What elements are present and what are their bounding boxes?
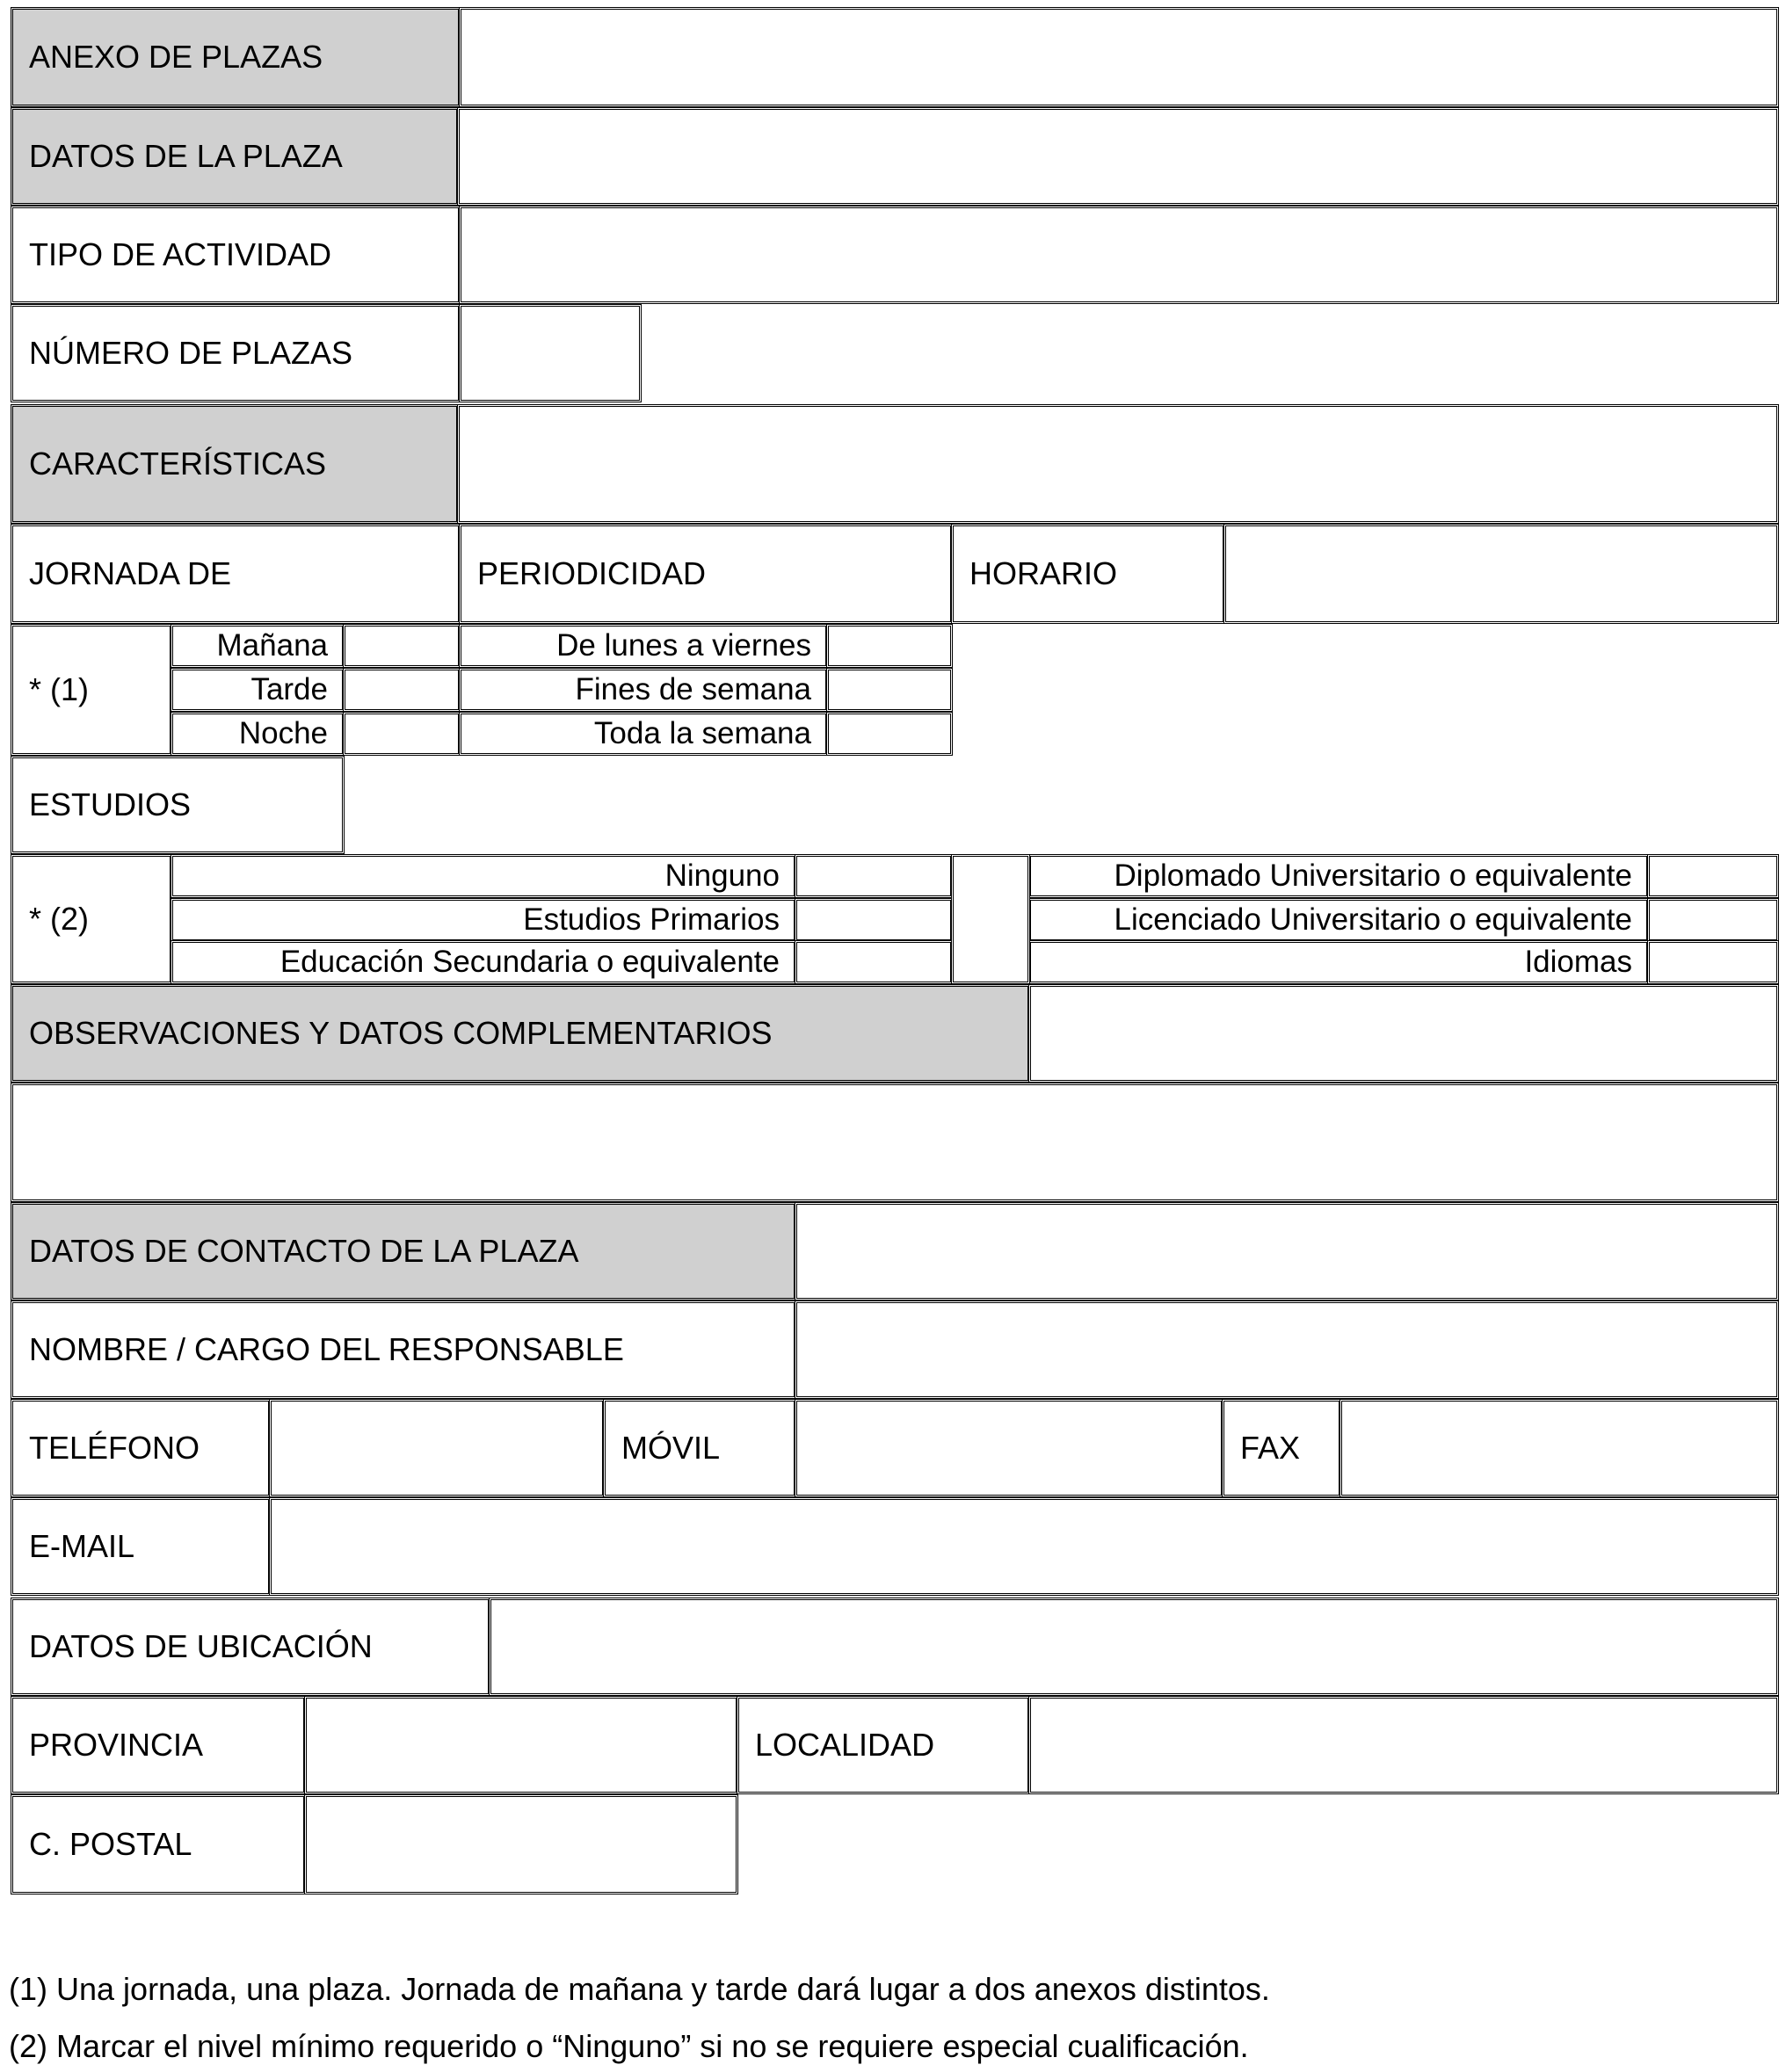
periodicidad-option-fines-semana: Fines de semana [459, 668, 828, 712]
observaciones-field[interactable] [11, 1083, 1779, 1202]
telefono-field[interactable] [269, 1399, 605, 1497]
tipo-actividad-label: TIPO DE ACTIVIDAD [11, 206, 461, 304]
observaciones-label: OBSERVACIONES Y DATOS COMPLEMENTARIOS [11, 984, 1030, 1083]
jornada-check-tarde[interactable] [343, 668, 461, 712]
caracteristicas-spacer [457, 404, 1779, 524]
footnote-1: (1) Una jornada, una plaza. Jornada de mañana y tarde dará lugar a dos anexos distintos. [9, 1971, 1270, 2007]
jornada-option-tarde: Tarde [171, 668, 345, 712]
datos-plaza-label: DATOS DE LA PLAZA [11, 107, 459, 206]
periodicidad-option-toda-semana: Toda la semana [459, 712, 828, 756]
jornada-label: JORNADA DE [11, 524, 461, 624]
observaciones-spacer [1028, 984, 1779, 1083]
jornada-option-manana: Mañana [171, 624, 345, 668]
caracteristicas-label: CARACTERÍSTICAS [11, 404, 459, 524]
periodicidad-label: PERIODICIDAD [459, 524, 953, 624]
horario-field[interactable] [1223, 524, 1779, 624]
localidad-field[interactable] [1028, 1696, 1779, 1794]
estudios-check-secundaria[interactable] [795, 940, 953, 984]
tipo-actividad-field[interactable] [459, 206, 1779, 304]
numero-plazas-label: NÚMERO DE PLAZAS [11, 304, 461, 402]
provincia-label: PROVINCIA [11, 1696, 306, 1794]
estudios-divider-cell [951, 854, 1030, 984]
estudios-option-idiomas: Idiomas [1028, 940, 1649, 984]
email-label: E-MAIL [11, 1497, 271, 1596]
email-field[interactable] [269, 1497, 1779, 1596]
movil-label: MÓVIL [603, 1399, 796, 1497]
ubicacion-spacer [489, 1597, 1779, 1696]
localidad-label: LOCALIDAD [737, 1696, 1030, 1794]
estudios-check-ninguno[interactable] [795, 854, 953, 898]
movil-field[interactable] [795, 1399, 1223, 1497]
ubicacion-label: DATOS DE UBICACIÓN [11, 1597, 490, 1696]
estudios-option-secundaria: Educación Secundaria o equivalente [171, 940, 796, 984]
marker-2: * (2) [11, 854, 172, 984]
contacto-spacer [795, 1202, 1779, 1300]
estudios-check-primarios[interactable] [795, 898, 953, 942]
telefono-label: TELÉFONO [11, 1399, 271, 1497]
provincia-field[interactable] [304, 1696, 738, 1794]
estudios-check-licenciado[interactable] [1647, 898, 1779, 942]
jornada-option-noche: Noche [171, 712, 345, 756]
datos-plaza-spacer [457, 107, 1779, 206]
postal-field[interactable] [304, 1794, 738, 1895]
estudios-option-primarios: Estudios Primarios [171, 898, 796, 942]
jornada-check-manana[interactable] [343, 624, 461, 668]
estudios-check-idiomas[interactable] [1647, 940, 1779, 984]
anexo-label: ANEXO DE PLAZAS [11, 7, 461, 107]
marker-1: * (1) [11, 624, 172, 756]
periodicidad-option-lunes-viernes: De lunes a viernes [459, 624, 828, 668]
horario-label: HORARIO [951, 524, 1225, 624]
jornada-check-noche[interactable] [343, 712, 461, 756]
footnote-2: (2) Marcar el nivel mínimo requerido o “Ninguno” si no se requiere especial cualificación. [9, 2028, 1249, 2064]
estudios-option-ninguno: Ninguno [171, 854, 796, 898]
fax-field[interactable] [1340, 1399, 1779, 1497]
periodicidad-check-fines-semana[interactable] [826, 668, 953, 712]
postal-label: C. POSTAL [11, 1794, 306, 1895]
anexo-field[interactable] [459, 7, 1779, 107]
periodicidad-check-toda-semana[interactable] [826, 712, 953, 756]
numero-plazas-field[interactable] [459, 304, 642, 402]
periodicidad-check-lunes-viernes[interactable] [826, 624, 953, 668]
estudios-option-diplomado: Diplomado Universitario o equivalente [1028, 854, 1649, 898]
estudios-option-licenciado: Licenciado Universitario o equivalente [1028, 898, 1649, 942]
responsable-field[interactable] [795, 1300, 1779, 1399]
responsable-label: NOMBRE / CARGO DEL RESPONSABLE [11, 1300, 796, 1399]
estudios-check-diplomado[interactable] [1647, 854, 1779, 898]
fax-label: FAX [1222, 1399, 1341, 1497]
estudios-label: ESTUDIOS [11, 756, 345, 854]
contacto-label: DATOS DE CONTACTO DE LA PLAZA [11, 1202, 796, 1300]
